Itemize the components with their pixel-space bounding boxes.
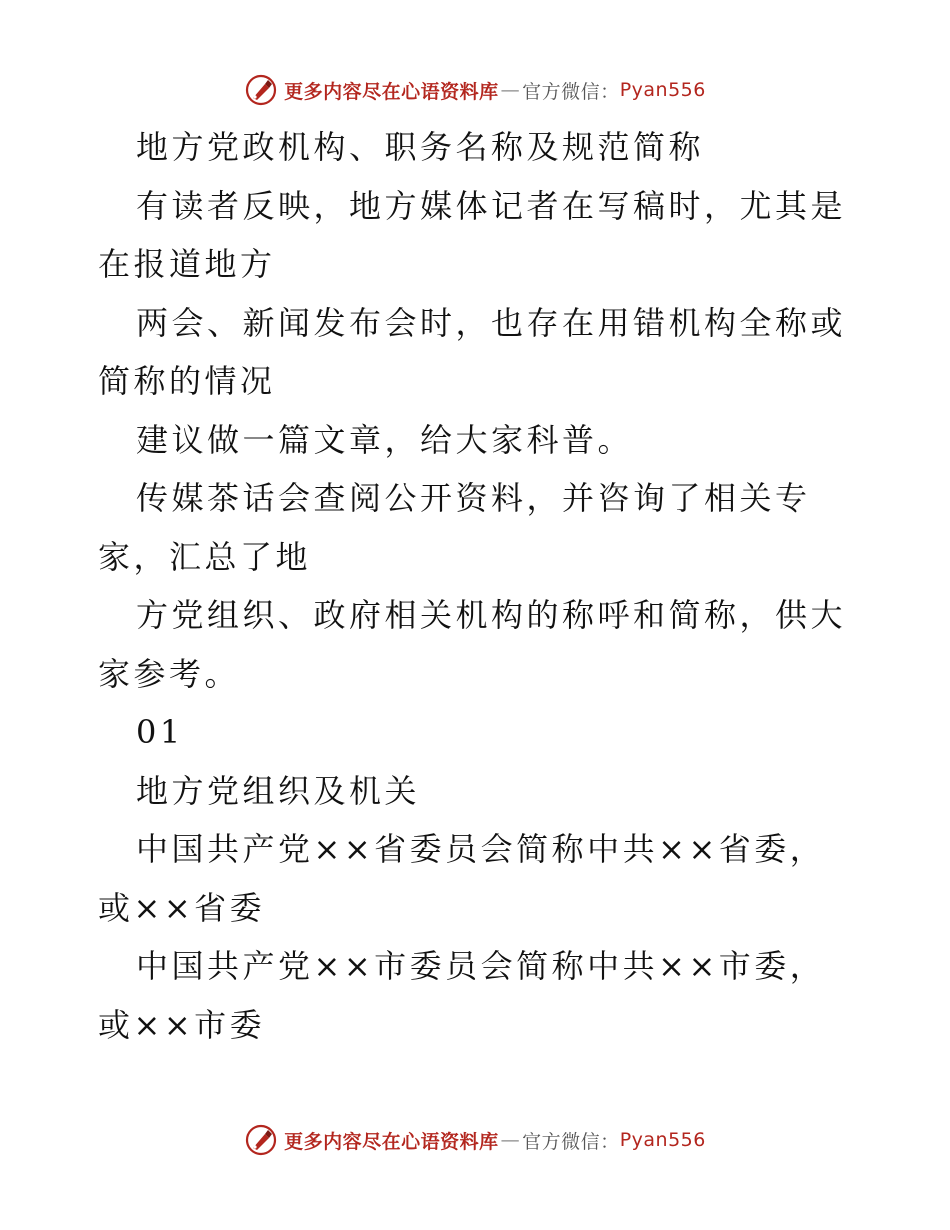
- paragraph: 有读者反映，地方媒体记者在写稿时，尤其是在报道地方: [98, 186, 847, 283]
- watermark-brand: 更多内容尽在心语资料库: [284, 80, 499, 103]
- watermark-wechat-label: 官方微信：: [522, 80, 620, 103]
- watermark-brand: 更多内容尽在心语资料库: [284, 1130, 499, 1153]
- paragraph: 方党组织、政府相关机构的称呼和简称，供大家参考。: [98, 596, 847, 693]
- paragraph: 中国共产党××省委员会简称中共××省委，或××省委: [98, 830, 826, 927]
- paragraph: 建议做一篇文章，给大家科普。: [136, 420, 634, 459]
- watermark-wechat-id: Pyan556: [619, 1129, 706, 1151]
- header-watermark: [0, 70, 950, 110]
- watermark-wechat-label: 官方微信：: [522, 1130, 620, 1153]
- paragraph: 两会、新闻发布会时，也存在用错机构全称或简称的情况: [98, 303, 847, 400]
- document-title: 地方党政机构、职务名称及规范简称: [136, 128, 705, 166]
- document-body: [98, 118, 858, 1054]
- watermark-dash: —: [500, 79, 521, 101]
- footer-watermark: [0, 1120, 950, 1160]
- paragraph: 传媒茶话会查阅公开资料，并咨询了相关专家，汇总了地: [98, 479, 811, 576]
- pen-logo-icon: [244, 1123, 278, 1157]
- section-number: 01: [136, 713, 184, 751]
- pen-logo-icon: [244, 73, 278, 107]
- paragraph: 中国共产党××市委员会简称中共××市委，或××市委: [98, 947, 826, 1044]
- watermark-wechat-id: Pyan556: [619, 79, 706, 101]
- section-heading: 地方党组织及机关: [136, 771, 421, 810]
- watermark-dash: —: [500, 1129, 521, 1151]
